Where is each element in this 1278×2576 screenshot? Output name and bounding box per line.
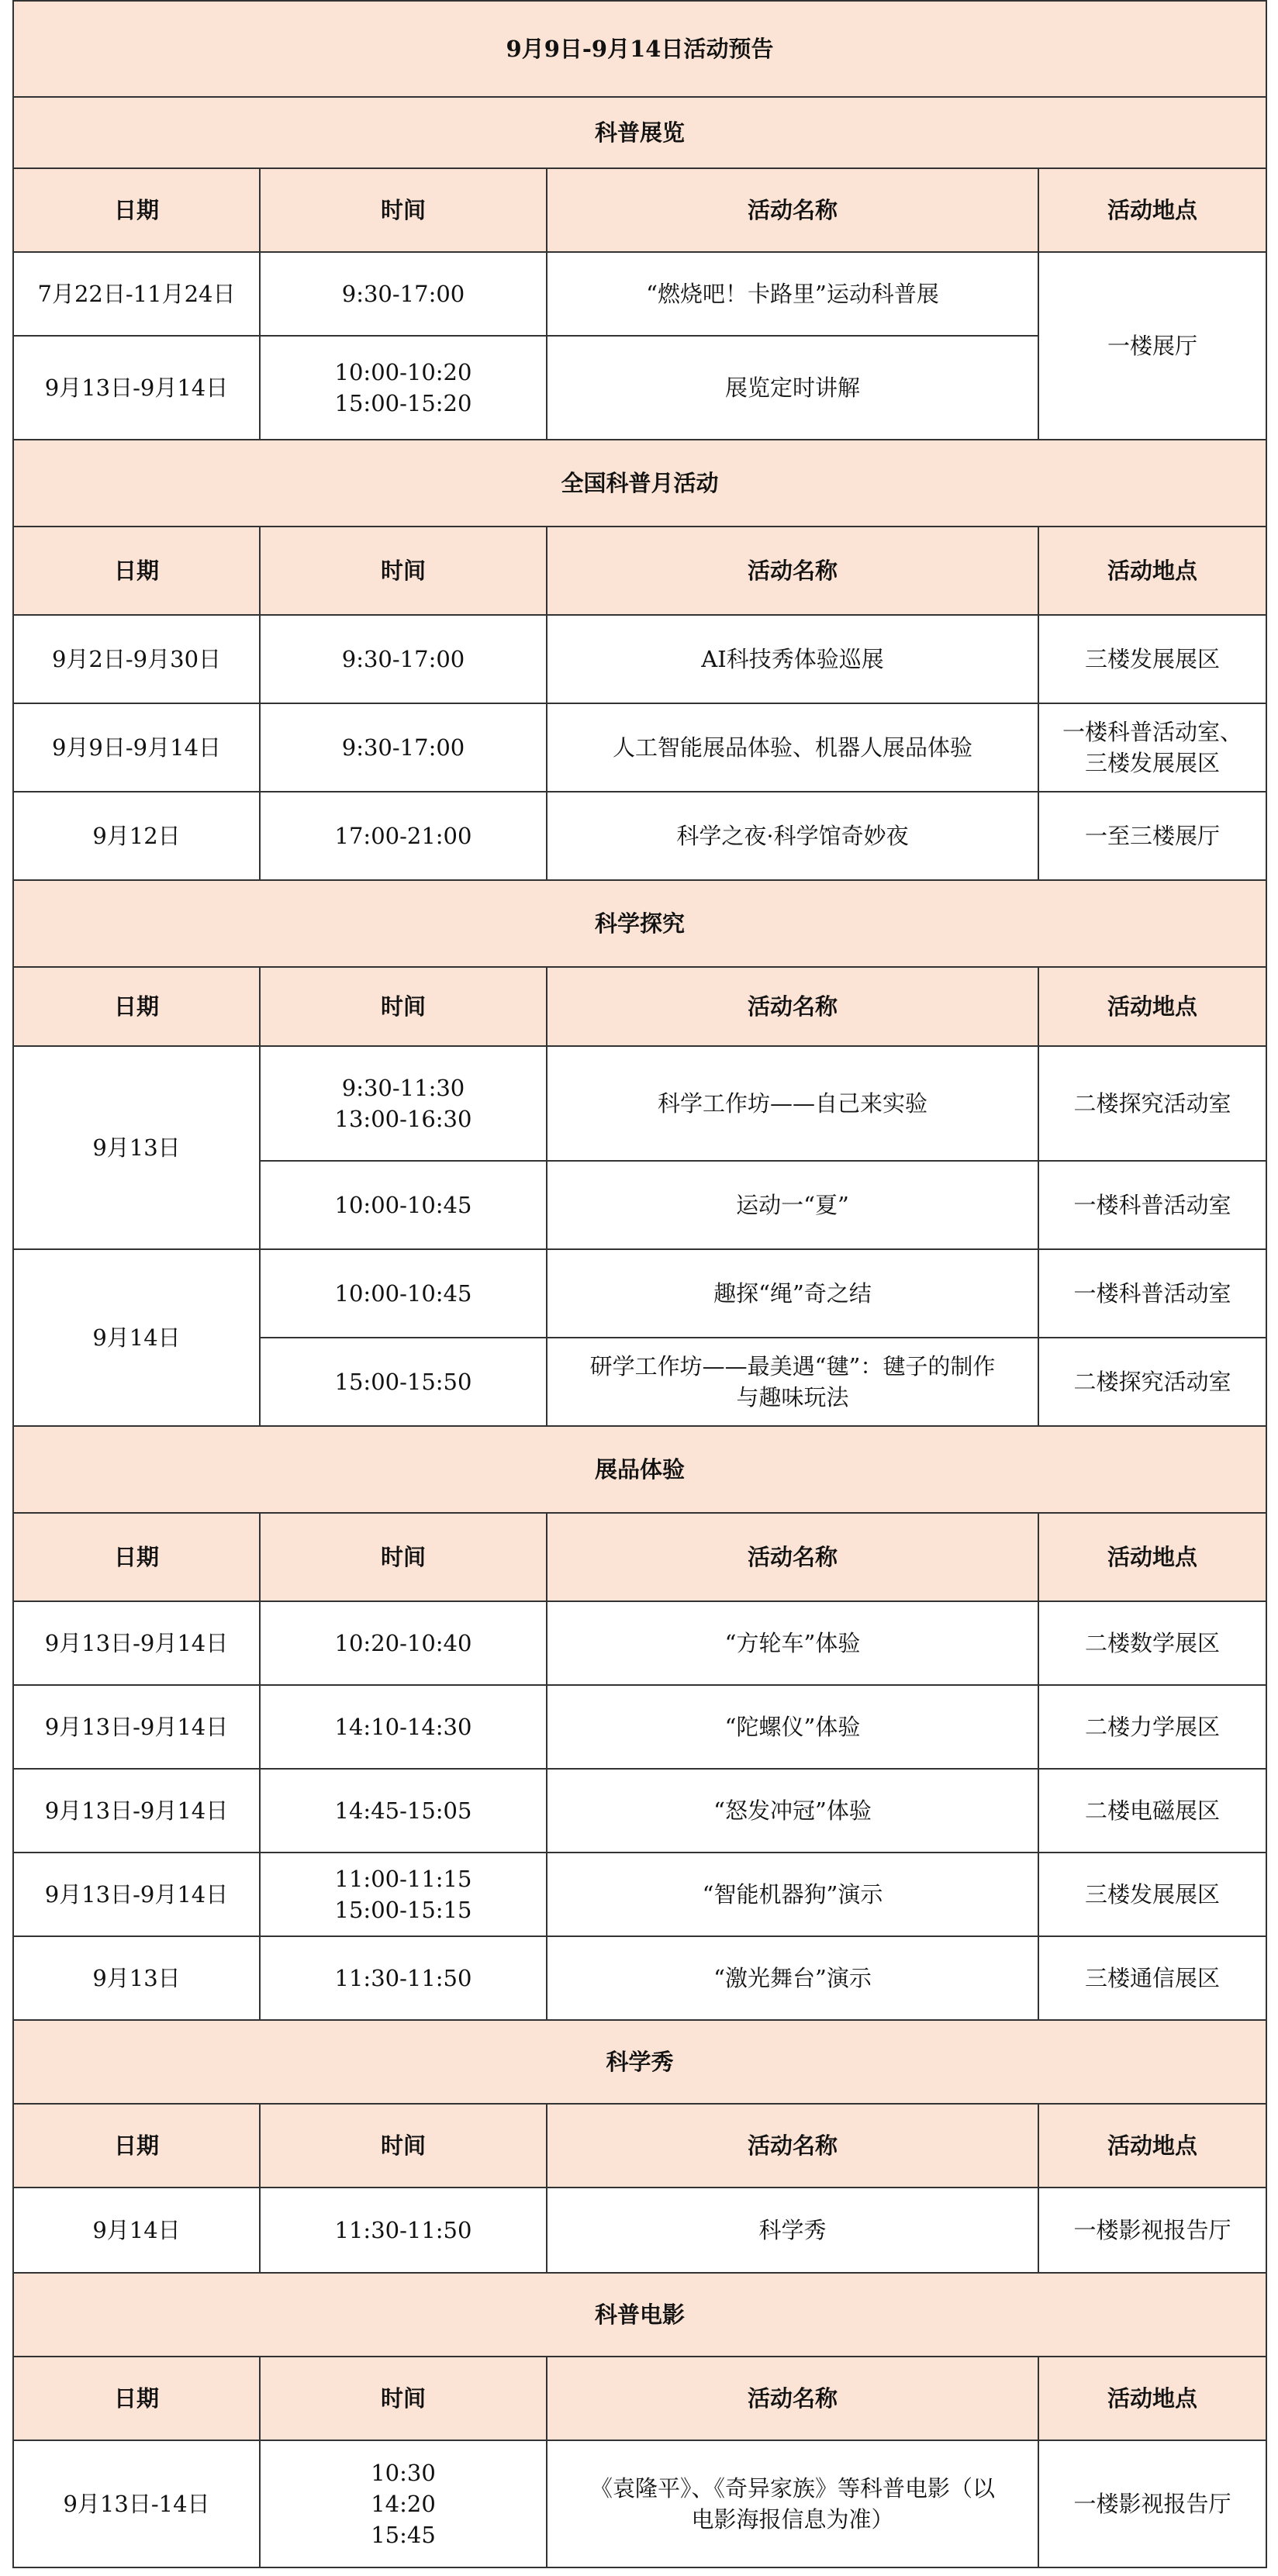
cell-time: 10:00-10:45 bbox=[260, 1161, 547, 1249]
cell-time bbox=[260, 1853, 547, 1936]
name-line: 电影海报信息为准） bbox=[691, 2506, 894, 2533]
cell-date: 9月9日-9月14日 bbox=[13, 703, 260, 792]
cell-time: 14:45-15:05 bbox=[260, 1769, 547, 1853]
header-name: 活动名称 bbox=[547, 967, 1038, 1046]
header-venue: 活动地点 bbox=[1038, 168, 1266, 252]
table-row bbox=[13, 1046, 1266, 1161]
cell-name: 科学秀 bbox=[547, 2188, 1038, 2273]
column-header-row bbox=[13, 1513, 1266, 1601]
cell-name: 人工智能展品体验、机器人展品体验 bbox=[547, 703, 1038, 792]
schedule-table bbox=[12, 0, 1267, 2568]
header-name: 活动名称 bbox=[547, 527, 1038, 615]
cell-date: 9月13日-9月14日 bbox=[13, 1601, 260, 1685]
venue-line: 一楼科普活动室、 bbox=[1062, 719, 1242, 745]
cell-name: 科学工作坊——自己来实验 bbox=[547, 1046, 1038, 1161]
cell-venue: 二楼数学展区 bbox=[1038, 1601, 1266, 1685]
cell-venue bbox=[1038, 703, 1266, 792]
cell-venue: 三楼发展展区 bbox=[1038, 1853, 1266, 1936]
cell-time: 9:30-17:00 bbox=[260, 703, 547, 792]
time-line: 10:00-10:20 bbox=[334, 359, 472, 385]
cell-name: “智能机器狗”演示 bbox=[547, 1853, 1038, 1936]
cell-date: 9月2日-9月30日 bbox=[13, 615, 260, 703]
time-line: 11:00-11:15 bbox=[334, 1866, 472, 1892]
cell-name bbox=[547, 1338, 1038, 1426]
column-header-row bbox=[13, 527, 1266, 615]
cell-venue: 三楼通信展区 bbox=[1038, 1936, 1266, 2020]
cell-venue: 一楼展厅 bbox=[1038, 252, 1266, 440]
column-header-row bbox=[13, 2357, 1266, 2440]
cell-name: 趣探“绳”奇之结 bbox=[547, 1249, 1038, 1338]
cell-venue: 二楼电磁展区 bbox=[1038, 1769, 1266, 1853]
section-title-movies: 科普电影 bbox=[13, 2273, 1266, 2357]
cell-time bbox=[260, 336, 547, 440]
cell-time bbox=[260, 1046, 547, 1161]
header-date: 日期 bbox=[13, 2104, 260, 2188]
cell-venue: 一楼科普活动室 bbox=[1038, 1161, 1266, 1249]
cell-venue: 三楼发展展区 bbox=[1038, 615, 1266, 703]
header-name: 活动名称 bbox=[547, 2104, 1038, 2188]
header-time: 时间 bbox=[260, 2357, 547, 2440]
cell-time: 14:10-14:30 bbox=[260, 1685, 547, 1769]
header-date: 日期 bbox=[13, 2357, 260, 2440]
cell-name: “激光舞台”演示 bbox=[547, 1936, 1038, 2020]
cell-time: 10:00-10:45 bbox=[260, 1249, 547, 1338]
cell-name: 科学之夜·科学馆奇妙夜 bbox=[547, 792, 1038, 880]
cell-date: 9月13日-9月14日 bbox=[13, 336, 260, 440]
section-title-inquiry: 科学探究 bbox=[13, 880, 1266, 967]
cell-name: 展览定时讲解 bbox=[547, 336, 1038, 440]
table-row bbox=[13, 1853, 1266, 1936]
table-row bbox=[13, 1685, 1266, 1769]
header-venue: 活动地点 bbox=[1038, 2357, 1266, 2440]
table-row bbox=[13, 792, 1266, 880]
section-title-science-show: 科学秀 bbox=[13, 2020, 1266, 2104]
table-row bbox=[13, 1249, 1266, 1338]
cell-time: 11:30-11:50 bbox=[260, 2188, 547, 2273]
name-line: 研学工作坊——最美遇“毽”：毽子的制作 bbox=[589, 1353, 996, 1380]
table-row bbox=[13, 1769, 1266, 1853]
table-row bbox=[13, 252, 1266, 336]
cell-date: 9月13日 bbox=[13, 1936, 260, 2020]
cell-venue: 二楼探究活动室 bbox=[1038, 1338, 1266, 1426]
header-name: 活动名称 bbox=[547, 168, 1038, 252]
header-venue: 活动地点 bbox=[1038, 967, 1266, 1046]
header-time: 时间 bbox=[260, 967, 547, 1046]
time-line: 10:30 bbox=[371, 2460, 436, 2486]
time-line: 15:00-15:15 bbox=[334, 1897, 472, 1923]
section-title-exhibition: 科普展览 bbox=[13, 97, 1266, 168]
header-name: 活动名称 bbox=[547, 2357, 1038, 2440]
cell-venue: 一楼影视报告厅 bbox=[1038, 2188, 1266, 2273]
header-time: 时间 bbox=[260, 527, 547, 615]
cell-venue: 二楼探究活动室 bbox=[1038, 1046, 1266, 1161]
cell-time bbox=[260, 2440, 547, 2567]
section-title-science-month: 全国科普月活动 bbox=[13, 440, 1266, 527]
cell-venue: 二楼力学展区 bbox=[1038, 1685, 1266, 1769]
time-line: 9:30-11:30 bbox=[341, 1075, 465, 1101]
header-venue: 活动地点 bbox=[1038, 527, 1266, 615]
name-line: 《袁隆平》、《奇异家族》等科普电影（以 bbox=[589, 2475, 995, 2502]
header-venue: 活动地点 bbox=[1038, 2104, 1266, 2188]
table-row bbox=[13, 2188, 1266, 2273]
table-row bbox=[13, 703, 1266, 792]
header-name: 活动名称 bbox=[547, 1513, 1038, 1601]
table-row bbox=[13, 2440, 1266, 2567]
cell-date: 7月22日-11月24日 bbox=[13, 252, 260, 336]
header-date: 日期 bbox=[13, 168, 260, 252]
cell-date: 9月13日 bbox=[13, 1046, 260, 1249]
cell-date: 9月13日-14日 bbox=[13, 2440, 260, 2567]
table-row bbox=[13, 615, 1266, 703]
column-header-row bbox=[13, 967, 1266, 1046]
header-date: 日期 bbox=[13, 527, 260, 615]
cell-date: 9月14日 bbox=[13, 2188, 260, 2273]
cell-time: 17:00-21:00 bbox=[260, 792, 547, 880]
cell-date: 9月13日-9月14日 bbox=[13, 1685, 260, 1769]
time-line: 14:20 bbox=[371, 2491, 436, 2517]
header-time: 时间 bbox=[260, 168, 547, 252]
column-header-row bbox=[13, 168, 1266, 252]
cell-date: 9月12日 bbox=[13, 792, 260, 880]
cell-name: AI科技秀体验巡展 bbox=[547, 615, 1038, 703]
cell-venue: 一至三楼展厅 bbox=[1038, 792, 1266, 880]
cell-name: “燃烧吧！卡路里”运动科普展 bbox=[547, 252, 1038, 336]
cell-name: “方轮车”体验 bbox=[547, 1601, 1038, 1685]
column-header-row bbox=[13, 2104, 1266, 2188]
header-time: 时间 bbox=[260, 1513, 547, 1601]
venue-line: 三楼发展展区 bbox=[1084, 750, 1220, 776]
cell-time: 9:30-17:00 bbox=[260, 615, 547, 703]
cell-date: 9月13日-9月14日 bbox=[13, 1769, 260, 1853]
cell-name: “怒发冲冠”体验 bbox=[547, 1769, 1038, 1853]
header-time: 时间 bbox=[260, 2104, 547, 2188]
cell-venue: 一楼影视报告厅 bbox=[1038, 2440, 1266, 2567]
header-date: 日期 bbox=[13, 967, 260, 1046]
time-line: 13:00-16:30 bbox=[334, 1106, 472, 1132]
cell-date: 9月13日-9月14日 bbox=[13, 1853, 260, 1936]
section-title-exhibits: 展品体验 bbox=[13, 1426, 1266, 1513]
page-title: 9月9日-9月14日活动预告 bbox=[13, 1, 1266, 97]
cell-time: 10:20-10:40 bbox=[260, 1601, 547, 1685]
table-row bbox=[13, 1936, 1266, 2020]
cell-name: 运动一“夏” bbox=[547, 1161, 1038, 1249]
cell-venue: 一楼科普活动室 bbox=[1038, 1249, 1266, 1338]
cell-time: 9:30-17:00 bbox=[260, 252, 547, 336]
cell-time: 15:00-15:50 bbox=[260, 1338, 547, 1426]
cell-time: 11:30-11:50 bbox=[260, 1936, 547, 2020]
cell-date: 9月14日 bbox=[13, 1249, 260, 1426]
table-row bbox=[13, 1601, 1266, 1685]
cell-name: “陀螺仪”体验 bbox=[547, 1685, 1038, 1769]
header-date: 日期 bbox=[13, 1513, 260, 1601]
name-line: 与趣味玩法 bbox=[736, 1384, 849, 1411]
header-venue: 活动地点 bbox=[1038, 1513, 1266, 1601]
time-line: 15:00-15:20 bbox=[334, 390, 472, 416]
time-line: 15:45 bbox=[371, 2522, 436, 2548]
cell-name bbox=[547, 2440, 1038, 2567]
